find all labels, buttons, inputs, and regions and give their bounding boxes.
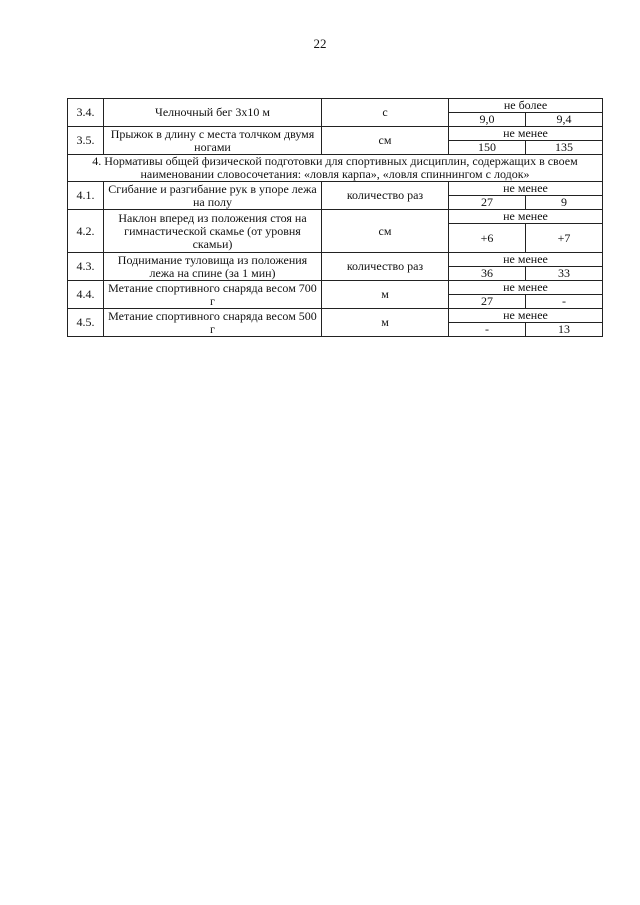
- exercise-name: Поднимание туловища из положения лежа на спине (за 1 мин): [104, 253, 322, 281]
- exercise-name: Метание спортивного снаряда весом 700 г: [104, 281, 322, 309]
- unit-cell: с: [322, 99, 449, 127]
- value-cell-1: 9,0: [449, 113, 526, 127]
- value-cell-2: 13: [526, 323, 603, 337]
- unit-cell: м: [322, 281, 449, 309]
- value-cell-1: 36: [449, 267, 526, 281]
- value-cell-1: 27: [449, 196, 526, 210]
- criterion-cell: не менее: [449, 281, 603, 295]
- unit-cell: см: [322, 127, 449, 155]
- value-cell-2: 33: [526, 267, 603, 281]
- value-cell-1: +6: [449, 224, 526, 253]
- value-cell-1: -: [449, 323, 526, 337]
- exercise-name: Сгибание и разгибание рук в упоре лежа на полу: [104, 182, 322, 210]
- table-row: [68, 281, 603, 295]
- value-cell-2: 9,4: [526, 113, 603, 127]
- criterion-cell: не менее: [449, 253, 603, 267]
- unit-cell: количество раз: [322, 253, 449, 281]
- row-number: 4.4.: [68, 281, 104, 309]
- table-row: [68, 253, 603, 267]
- exercise-name: Челночный бег 3x10 м: [104, 99, 322, 127]
- table-row: [68, 127, 603, 141]
- value-cell-2: 9: [526, 196, 603, 210]
- value-cell-2: 135: [526, 141, 603, 155]
- criterion-cell: не менее: [449, 309, 603, 323]
- row-number: 4.3.: [68, 253, 104, 281]
- exercise-name: Прыжок в длину с места толчком двумя ногами: [104, 127, 322, 155]
- unit-cell: см: [322, 210, 449, 253]
- value-cell-2: -: [526, 295, 603, 309]
- value-cell-1: 27: [449, 295, 526, 309]
- criterion-cell: не менее: [449, 182, 603, 196]
- page-number: 22: [313, 36, 327, 51]
- row-number: 4.2.: [68, 210, 104, 253]
- table-row: [68, 182, 603, 196]
- table-row: [68, 309, 603, 323]
- section-row: [68, 155, 603, 182]
- exercise-name: Наклон вперед из положения стоя на гимнастической скамье (от уровня скамьи): [104, 210, 322, 253]
- criterion-cell: не более: [449, 99, 603, 113]
- norms-table: [67, 98, 603, 337]
- value-cell-2: +7: [526, 224, 603, 253]
- table-row: [68, 99, 603, 113]
- row-number: 3.4.: [68, 99, 104, 127]
- exercise-name: Метание спортивного снаряда весом 500 г: [104, 309, 322, 337]
- criterion-cell: не менее: [449, 210, 603, 224]
- section-title: 4. Нормативы общей физической подготовки для спортивных дисциплин, содержащих в своем наименовании словосочетания: «ловля карпа», «ловля спиннингом с лодок»: [68, 155, 603, 182]
- row-number: 3.5.: [68, 127, 104, 155]
- row-number: 4.1.: [68, 182, 104, 210]
- value-cell-1: 150: [449, 141, 526, 155]
- unit-cell: м: [322, 309, 449, 337]
- criterion-cell: не менее: [449, 127, 603, 141]
- table-row: [68, 210, 603, 224]
- unit-cell: количество раз: [322, 182, 449, 210]
- row-number: 4.5.: [68, 309, 104, 337]
